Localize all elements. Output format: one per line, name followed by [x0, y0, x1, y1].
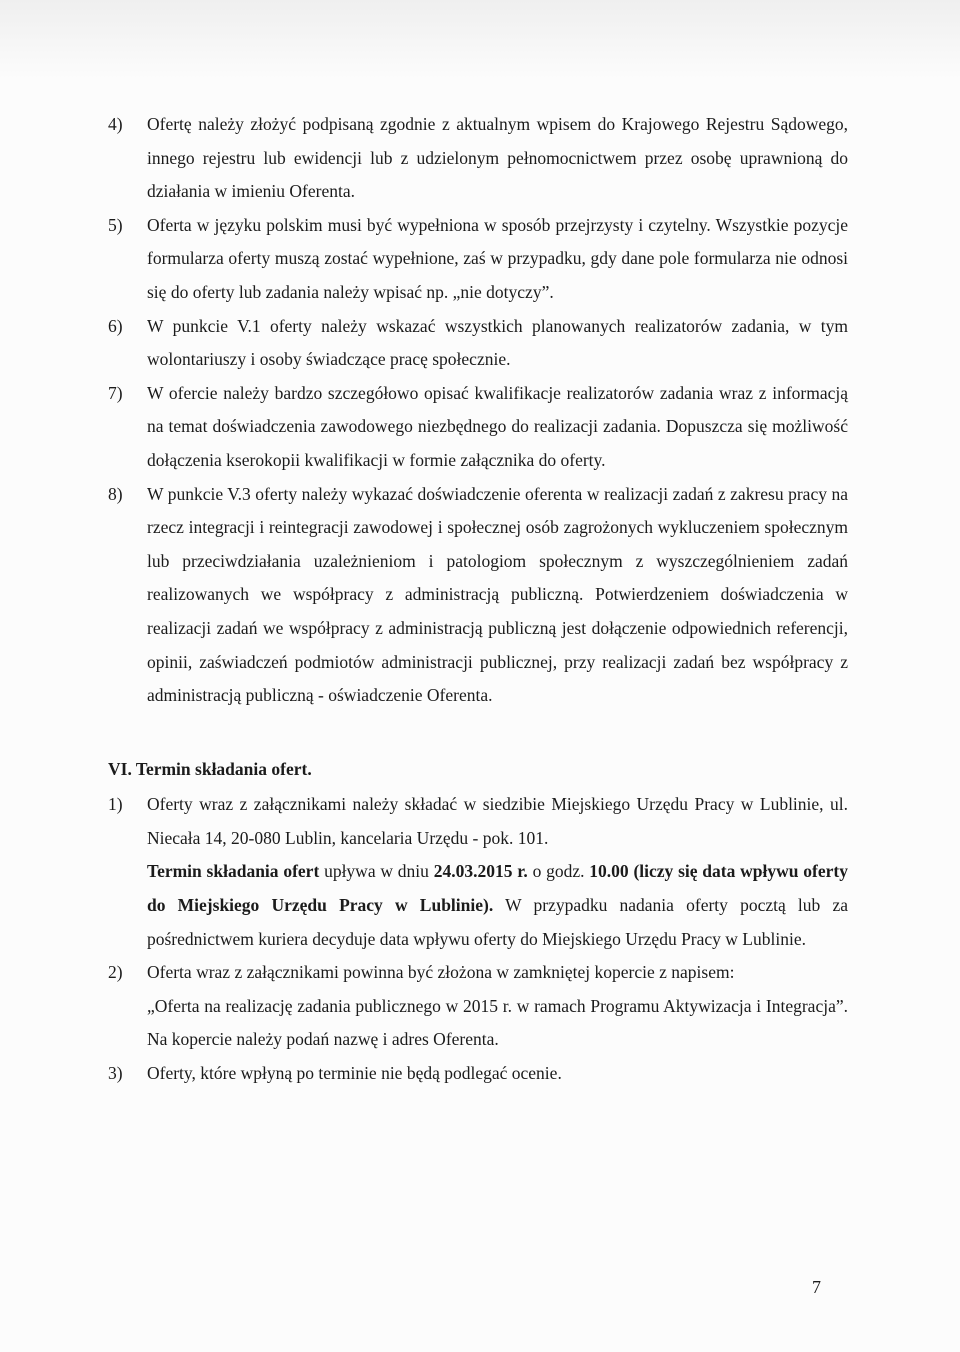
list-item-5 — [108, 209, 848, 310]
item-body — [147, 788, 848, 956]
list-item-vi-1 — [108, 788, 848, 956]
item-text: Oferty wraz z załącznikami należy składać w siedzibie Miejskiego Urzędu Pracy w Lublinie, ul. Niecała 14, 20-080 Lublin, kancelaria Urzędu - pok. 101. — [147, 794, 848, 848]
item-number: 4) — [108, 114, 123, 134]
deadline-note: W przypadku nadania oferty pocztą lub za pośrednictwem kuriera decyduje data wpływu oferty do Miejskiego Urzędu Pracy w Lublinie. — [147, 895, 848, 949]
item-text: Oferty, które wpłyną po terminie nie będą podlegać ocenie. — [147, 1063, 562, 1084]
item-text: W ofercie należy bardzo szczegółowo opisać kwalifikacje realizatorów zadania wraz z informacją na temat doświadczenia zawodowego niezbędnego do realizacji zadania. Dopuszcza się możliwość dołączenia kserokopii kwalifikacji w formie załącznika do oferty. — [147, 382, 848, 470]
list-item-8 — [108, 478, 848, 713]
envelope-text: „Oferta na realizację zadania publicznego w 2015 r. w ramach Programu Aktywizacja i Integracja”. Na kopercie należy podań nazwę i adres Oferenta. — [147, 995, 848, 1050]
item-text: W punkcie V.1 oferty należy wskazać wszystkich planowanych realizatorów zadania, w tym wolontariuszy i osoby świadczące pracę społecznie. — [147, 315, 848, 370]
deadline-label: Termin składania ofert — [147, 861, 320, 882]
item-number: 8) — [108, 483, 123, 504]
item-number: 6) — [108, 315, 123, 336]
page-number: 7 — [812, 1277, 821, 1297]
item-number: 1) — [108, 794, 123, 815]
item-number: 5) — [108, 214, 123, 235]
item-number: 7) — [108, 382, 123, 403]
item-number: 3) — [108, 1063, 123, 1084]
item-text: W punkcie V.3 oferty należy wykazać doświadczenie oferenta w realizacji zadań z zakresu pracy na rzecz integracji i reintegracji zawodowej i społecznej osób zagrożonych wykluczeniem społecznym lub przeciwdziałania uzależnieniom i patologiom społecznym z wyszczególnieniem zadań realizowanych we współpracy z administracją publiczną. Potwierdzeniem doświadczenia w realizacji zadań we współpracy z administracją publiczną jest dołączenie odpowiednich referencji, opinii, zaświadczeń podmiotów administracji publicznej, przy realizacji zadań bez współpracy z administracją publiczną - oświadczenie Oferenta. — [147, 483, 848, 706]
deadline-time: 10.00 (liczy się data wpływu oferty do Miejskiego Urzędu Pracy w Lublinie). — [147, 861, 848, 916]
list-item-7 — [108, 377, 848, 478]
deadline-text: o godz. — [527, 861, 590, 882]
list-item-6 — [108, 310, 848, 377]
item-body — [147, 956, 848, 1057]
item-text: Oferta wraz z załącznikami powinna być złożona w zamkniętej kopercie z napisem: — [147, 962, 735, 983]
list-item-vi-3 — [108, 1057, 848, 1091]
list-item-4 — [108, 108, 848, 209]
deadline-date: 24.03.2015 r. — [433, 861, 528, 882]
item-text: Oferta w języku polskim musi być wypełniona w sposób przejrzysty i czytelny. Wszystkie pozycje formularza oferty muszą zostać wypełnione, zaś w przypadku, gdy dane pole formularza nie odnosi się do oferty lub zadania należy wpisać np. „nie dotyczy”. — [147, 214, 848, 302]
section-heading: VI. Termin składania ofert. — [108, 758, 312, 779]
scan-shadow — [0, 0, 960, 80]
item-text: Ofertę należy złożyć podpisaną zgodnie z aktualnym wpisem do Krajowego Rejestru Sądowego, innego rejestru lub ewidencji lub z udzielonym pełnomocnictwem przez osobę uprawnioną do działania w imieniu Oferenta. — [147, 114, 848, 202]
list-item-vi-2 — [108, 956, 848, 1057]
deadline-text: upływa w dniu — [319, 861, 434, 882]
item-number: 2) — [108, 962, 123, 983]
page-content — [108, 108, 848, 1091]
